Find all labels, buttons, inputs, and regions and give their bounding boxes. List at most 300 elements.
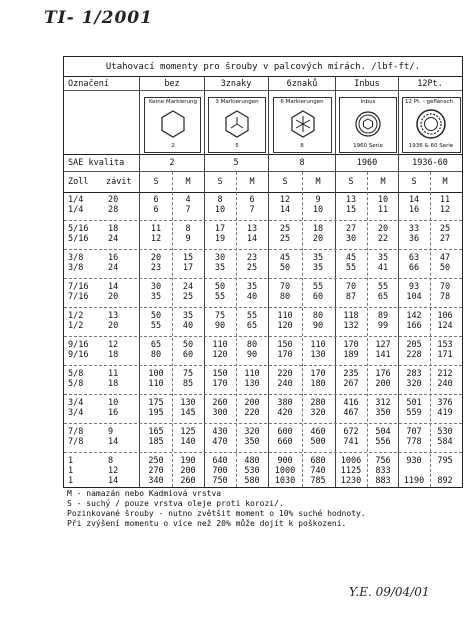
cell-torque: 30 xyxy=(214,253,226,263)
cell-torque: 640 xyxy=(212,456,228,466)
cell-torque: 104 xyxy=(406,292,422,302)
cell-torque: 883 xyxy=(375,476,391,486)
sae-value: 8 xyxy=(299,158,305,168)
cell-torque: 110 xyxy=(212,340,228,350)
cell-zoll: 7/16 xyxy=(68,292,89,302)
cell-torque: 50 xyxy=(214,282,226,292)
cell-torque: 30 xyxy=(345,234,357,244)
cell-torque: 50 xyxy=(279,263,291,273)
cell-torque: 460 xyxy=(310,427,326,437)
cell-torque: 189 xyxy=(343,350,359,360)
cell-zoll: 1/2 xyxy=(68,321,84,331)
cell-torque: 78 xyxy=(439,292,451,302)
cell-torque: 470 xyxy=(212,437,228,447)
divider xyxy=(64,192,462,193)
cell-torque: 27 xyxy=(439,234,451,244)
cell-zavit: 20 xyxy=(108,321,119,331)
cell-torque: 778 xyxy=(406,437,422,447)
cell-torque: 672 xyxy=(343,427,359,437)
cell-zoll: 7/8 xyxy=(68,437,84,447)
torque-table xyxy=(63,56,463,488)
cell-torque: 65 xyxy=(377,292,389,302)
header-col: Inbus xyxy=(354,79,380,89)
header-col: 12Pt. xyxy=(417,79,443,89)
cell-torque: 467 xyxy=(343,408,359,418)
cell-torque: 900 xyxy=(277,456,293,466)
group-divider xyxy=(64,249,462,250)
cell-torque: 120 xyxy=(277,321,293,331)
group-divider xyxy=(64,423,462,424)
cell-torque: 17 xyxy=(214,224,226,234)
cell-torque: 60 xyxy=(182,350,194,360)
sae-value: 1936-60 xyxy=(412,158,448,168)
sae-value: 2 xyxy=(169,158,175,168)
document-id: TI- 1/2001 xyxy=(44,8,153,28)
cell-torque: 55 xyxy=(345,263,357,273)
cell-torque: 89 xyxy=(377,311,389,321)
cell-torque: 707 xyxy=(406,427,422,437)
cell-torque: 13 xyxy=(246,224,258,234)
cell-torque: 200 xyxy=(375,379,391,389)
table-title: Utahovací momenty pro šrouby v palcových mírách. /lbf-ft/. xyxy=(105,62,421,72)
cell-torque: 25 xyxy=(182,292,194,302)
cell-torque: 9 xyxy=(185,234,191,244)
divider xyxy=(64,154,462,155)
cell-torque: 420 xyxy=(277,408,293,418)
cell-torque: 12 xyxy=(150,234,162,244)
cell-torque: 85 xyxy=(182,379,194,389)
cell-torque: 55 xyxy=(214,292,226,302)
header-col: 6znaků xyxy=(286,79,318,89)
cell-zavit: 14 xyxy=(108,476,119,486)
cell-torque: 150 xyxy=(212,369,228,379)
cell-torque: 110 xyxy=(310,340,326,350)
cell-torque: 300 xyxy=(212,408,228,418)
subheader-m: M xyxy=(315,177,321,187)
cell-torque: 90 xyxy=(312,321,324,331)
cell-torque: 14 xyxy=(408,195,420,205)
cell-torque: 504 xyxy=(375,427,391,437)
cell-torque: 140 xyxy=(180,437,196,447)
divider xyxy=(64,76,462,77)
twelve-point-icon xyxy=(415,108,447,140)
sae-value: 1960 xyxy=(356,158,378,168)
cell-zoll: 1 xyxy=(68,476,74,486)
group-divider xyxy=(64,220,462,221)
cell-torque: 153 xyxy=(437,340,453,350)
cell-torque: 1190 xyxy=(403,476,425,486)
cell-torque: 25 xyxy=(246,263,258,273)
cell-zoll: 3/8 xyxy=(68,263,84,273)
cell-torque: 22 xyxy=(377,234,389,244)
cell-torque: 170 xyxy=(343,340,359,350)
cell-torque: 10 xyxy=(377,195,389,205)
cell-torque: 50 xyxy=(150,311,162,321)
column-line xyxy=(335,76,336,487)
cell-torque: 416 xyxy=(343,398,359,408)
cell-torque: 65 xyxy=(150,340,162,350)
cell-torque: 7 xyxy=(249,205,255,215)
cell-torque: 283 xyxy=(406,369,422,379)
cell-torque: 55 xyxy=(312,282,324,292)
cell-torque: 80 xyxy=(150,350,162,360)
cell-torque: 90 xyxy=(214,321,226,331)
cell-torque: 36 xyxy=(408,234,420,244)
cell-zavit: 20 xyxy=(108,292,119,302)
cell-torque: 556 xyxy=(375,437,391,447)
cell-torque: 795 xyxy=(437,456,453,466)
hex-6-marks-icon xyxy=(288,109,318,139)
cell-torque: 17 xyxy=(182,263,194,273)
cell-zavit: 24 xyxy=(108,263,119,273)
cell-zoll: 1/4 xyxy=(68,205,84,215)
cell-torque: 60 xyxy=(312,292,324,302)
cell-zoll: 9/16 xyxy=(68,340,89,350)
note-line: Při zvýšení momentu o více než 20% může dojít k poškození. xyxy=(67,519,347,528)
cell-torque: 50 xyxy=(182,340,194,350)
cell-torque: 23 xyxy=(246,253,258,263)
subheader-s: S xyxy=(348,177,354,187)
cell-torque: 376 xyxy=(437,398,453,408)
cell-torque: 63 xyxy=(408,253,420,263)
group-divider xyxy=(64,278,462,279)
cell-torque: 70 xyxy=(439,282,451,292)
marking-label: 12 Pt. - geflansch xyxy=(405,99,454,105)
group-divider xyxy=(64,307,462,308)
marking-box xyxy=(144,97,201,153)
subheader-s: S xyxy=(153,177,159,187)
note-line: S - suchý / pouze vrstva oleje proti korozi/. xyxy=(67,499,284,508)
cell-torque: 13 xyxy=(345,195,357,205)
cell-torque: 12 xyxy=(439,205,451,215)
cell-zavit: 16 xyxy=(108,253,119,263)
cell-torque: 228 xyxy=(406,350,422,360)
cell-zoll: 3/4 xyxy=(68,398,84,408)
cell-torque: 50 xyxy=(439,263,451,273)
group-divider xyxy=(64,365,462,366)
cell-torque: 8 xyxy=(217,195,223,205)
cell-torque: 320 xyxy=(244,427,260,437)
cell-zavit: 11 xyxy=(108,369,119,379)
cell-torque: 80 xyxy=(246,340,258,350)
cell-torque: 124 xyxy=(437,321,453,331)
cell-zoll: 1 xyxy=(68,466,74,476)
cell-torque: 27 xyxy=(345,224,357,234)
cell-torque: 65 xyxy=(246,321,258,331)
marking-label: 3 Markierungen xyxy=(215,99,259,105)
cell-torque: 35 xyxy=(312,263,324,273)
cell-torque: 35 xyxy=(312,253,324,263)
group-divider xyxy=(64,336,462,337)
cell-torque: 93 xyxy=(408,282,420,292)
cell-zavit: 14 xyxy=(108,437,119,447)
cell-torque: 1230 xyxy=(340,476,362,486)
cell-torque: 35 xyxy=(377,253,389,263)
cell-torque: 70 xyxy=(279,282,291,292)
cell-torque: 6 xyxy=(153,205,159,215)
cell-torque: 6 xyxy=(249,195,255,205)
cell-torque: 10 xyxy=(214,205,226,215)
cell-torque: 930 xyxy=(406,456,422,466)
cell-torque: 18 xyxy=(312,224,324,234)
cell-zavit: 13 xyxy=(108,311,119,321)
cell-torque: 55 xyxy=(377,282,389,292)
cell-torque: 200 xyxy=(180,466,196,476)
cell-zavit: 28 xyxy=(108,205,119,215)
cell-torque: 750 xyxy=(212,476,228,486)
cell-zavit: 12 xyxy=(108,466,119,476)
subheader-s: S xyxy=(411,177,417,187)
cell-zoll: 3/4 xyxy=(68,408,84,418)
cell-torque: 132 xyxy=(343,321,359,331)
marking-box xyxy=(402,97,461,153)
cell-zoll: 9/16 xyxy=(68,350,89,360)
cell-torque: 15 xyxy=(345,205,357,215)
cell-zoll: 7/16 xyxy=(68,282,89,292)
cell-torque: 195 xyxy=(148,408,164,418)
cell-torque: 45 xyxy=(279,253,291,263)
divider xyxy=(64,90,462,91)
cell-torque: 47 xyxy=(439,253,451,263)
cell-torque: 175 xyxy=(148,398,164,408)
sae-label: SAE kvalita xyxy=(68,158,125,168)
cell-torque: 480 xyxy=(244,456,260,466)
cell-torque: 30 xyxy=(150,282,162,292)
subheader-m: M xyxy=(380,177,386,187)
cell-torque: 312 xyxy=(375,398,391,408)
group-divider xyxy=(64,394,462,395)
cell-torque: 19 xyxy=(214,234,226,244)
cell-torque: 14 xyxy=(279,205,291,215)
cell-torque: 166 xyxy=(406,321,422,331)
cell-torque: 11 xyxy=(150,224,162,234)
marking-grade: 8 xyxy=(300,143,304,149)
cell-torque: 20 xyxy=(150,253,162,263)
cell-torque: 240 xyxy=(437,379,453,389)
cell-torque: 350 xyxy=(244,437,260,447)
cell-torque: 35 xyxy=(150,292,162,302)
cell-torque: 11 xyxy=(439,195,451,205)
cell-torque: 130 xyxy=(180,398,196,408)
cell-torque: 270 xyxy=(148,466,164,476)
cell-torque: 20 xyxy=(377,224,389,234)
cell-torque: 267 xyxy=(343,379,359,389)
cell-torque: 559 xyxy=(406,408,422,418)
group-divider xyxy=(64,452,462,453)
cell-torque: 35 xyxy=(214,263,226,273)
cell-torque: 170 xyxy=(310,369,326,379)
cell-torque: 200 xyxy=(244,398,260,408)
cell-torque: 110 xyxy=(148,379,164,389)
hex-plain-icon xyxy=(158,109,188,139)
cell-torque: 250 xyxy=(148,456,164,466)
cell-torque: 110 xyxy=(277,311,293,321)
cell-torque: 40 xyxy=(182,321,194,331)
cell-torque: 220 xyxy=(277,369,293,379)
cell-torque: 55 xyxy=(150,321,162,331)
cell-zavit: 9 xyxy=(108,427,114,437)
cell-torque: 350 xyxy=(375,408,391,418)
cell-torque: 320 xyxy=(310,408,326,418)
cell-zoll: 1/4 xyxy=(68,195,84,205)
cell-torque: 176 xyxy=(375,369,391,379)
cell-torque: 756 xyxy=(375,456,391,466)
cell-torque: 580 xyxy=(244,476,260,486)
cell-zavit: 12 xyxy=(108,340,119,350)
cell-torque: 892 xyxy=(437,476,453,486)
cell-torque: 500 xyxy=(310,437,326,447)
cell-torque: 75 xyxy=(214,311,226,321)
cell-torque: 10 xyxy=(312,205,324,215)
cell-torque: 235 xyxy=(343,369,359,379)
notes xyxy=(67,489,366,529)
cell-torque: 4 xyxy=(185,195,191,205)
cell-torque: 20 xyxy=(312,234,324,244)
subheader-m: M xyxy=(249,177,255,187)
cell-torque: 118 xyxy=(343,311,359,321)
cell-torque: 185 xyxy=(148,437,164,447)
cell-torque: 430 xyxy=(212,427,228,437)
marking-label: Inbus xyxy=(360,99,376,105)
marking-grade: 1936 & 60 Serie xyxy=(408,143,454,149)
cell-torque: 70 xyxy=(345,282,357,292)
cell-torque: 700 xyxy=(212,466,228,476)
cell-torque: 125 xyxy=(180,427,196,437)
cell-torque: 24 xyxy=(182,282,194,292)
cell-torque: 380 xyxy=(277,398,293,408)
cell-torque: 141 xyxy=(375,350,391,360)
marking-box xyxy=(339,97,397,153)
cell-torque: 66 xyxy=(408,263,420,273)
subheader-m: M xyxy=(442,177,448,187)
cell-torque: 260 xyxy=(212,398,228,408)
cell-torque: 145 xyxy=(180,408,196,418)
cell-torque: 240 xyxy=(277,379,293,389)
cell-torque: 120 xyxy=(212,350,228,360)
cell-zavit: 8 xyxy=(108,456,114,466)
cell-torque: 280 xyxy=(310,398,326,408)
note-line: Pozinkované šrouby - nutno zvětšit moment o 10% suché hodnoty. xyxy=(67,509,366,518)
cell-torque: 741 xyxy=(343,437,359,447)
cell-torque: 75 xyxy=(182,369,194,379)
cell-torque: 16 xyxy=(408,205,420,215)
cell-zavit: 16 xyxy=(108,408,119,418)
cell-torque: 212 xyxy=(437,369,453,379)
cell-torque: 501 xyxy=(406,398,422,408)
socket-head-icon xyxy=(353,109,383,139)
column-line xyxy=(268,76,269,487)
cell-torque: 110 xyxy=(244,369,260,379)
cell-torque: 25 xyxy=(279,234,291,244)
cell-torque: 35 xyxy=(246,282,258,292)
cell-torque: 6 xyxy=(153,195,159,205)
cell-torque: 170 xyxy=(277,350,293,360)
cell-zoll: 5/8 xyxy=(68,379,84,389)
marking-grade: 5 xyxy=(235,143,239,149)
cell-zavit: 20 xyxy=(108,195,119,205)
cell-torque: 600 xyxy=(277,427,293,437)
cell-zavit: 14 xyxy=(108,282,119,292)
header-oznaceni: Označení xyxy=(68,79,109,89)
cell-zavit: 18 xyxy=(108,350,119,360)
cell-torque: 680 xyxy=(310,456,326,466)
cell-torque: 127 xyxy=(375,340,391,350)
subheader-zavit: závit xyxy=(106,177,132,187)
header-col: bez xyxy=(164,79,180,89)
cell-torque: 23 xyxy=(150,263,162,273)
cell-torque: 833 xyxy=(375,466,391,476)
column-line xyxy=(398,76,399,487)
cell-torque: 35 xyxy=(182,311,194,321)
cell-torque: 130 xyxy=(244,379,260,389)
cell-zavit: 24 xyxy=(108,234,119,244)
cell-zoll: 1 xyxy=(68,456,74,466)
cell-zoll: 1/2 xyxy=(68,311,84,321)
column-line xyxy=(204,76,205,487)
cell-torque: 170 xyxy=(212,379,228,389)
cell-torque: 530 xyxy=(244,466,260,476)
cell-zoll: 3/8 xyxy=(68,253,84,263)
cell-torque: 584 xyxy=(437,437,453,447)
cell-torque: 142 xyxy=(406,311,422,321)
note-line: M - namazán nebo Kadmiová vrstva xyxy=(67,489,222,498)
cell-torque: 171 xyxy=(437,350,453,360)
subheader-m: M xyxy=(185,177,191,187)
cell-torque: 100 xyxy=(148,369,164,379)
cell-torque: 11 xyxy=(377,205,389,215)
cell-torque: 14 xyxy=(246,234,258,244)
cell-zoll: 5/16 xyxy=(68,234,89,244)
subheader-s: S xyxy=(282,177,288,187)
cell-torque: 220 xyxy=(244,408,260,418)
subheader-zoll: Zoll xyxy=(68,177,89,187)
cell-torque: 150 xyxy=(277,340,293,350)
cell-torque: 55 xyxy=(246,311,258,321)
cell-torque: 190 xyxy=(180,456,196,466)
cell-torque: 205 xyxy=(406,340,422,350)
cell-torque: 25 xyxy=(439,224,451,234)
cell-torque: 785 xyxy=(310,476,326,486)
column-line xyxy=(139,76,140,487)
cell-zoll: 5/8 xyxy=(68,369,84,379)
cell-torque: 180 xyxy=(310,379,326,389)
cell-torque: 33 xyxy=(408,224,420,234)
cell-torque: 1006 xyxy=(340,456,362,466)
signature: Y.E. 09/04/01 xyxy=(349,585,430,599)
cell-zoll: 7/8 xyxy=(68,427,84,437)
header-col: 3znaky xyxy=(220,79,252,89)
sae-value: 5 xyxy=(233,158,239,168)
cell-torque: 106 xyxy=(437,311,453,321)
marking-label: 6 Markierungen xyxy=(280,99,324,105)
cell-torque: 130 xyxy=(310,350,326,360)
cell-torque: 419 xyxy=(437,408,453,418)
cell-torque: 530 xyxy=(437,427,453,437)
cell-torque: 15 xyxy=(182,253,194,263)
divider xyxy=(64,171,462,172)
cell-torque: 8 xyxy=(185,224,191,234)
cell-torque: 87 xyxy=(345,292,357,302)
cell-torque: 99 xyxy=(377,321,389,331)
cell-torque: 45 xyxy=(345,253,357,263)
cell-torque: 740 xyxy=(310,466,326,476)
cell-torque: 40 xyxy=(246,292,258,302)
cell-zavit: 18 xyxy=(108,224,119,234)
cell-torque: 1030 xyxy=(274,476,296,486)
cell-torque: 260 xyxy=(180,476,196,486)
hex-3-marks-icon xyxy=(222,109,252,139)
cell-torque: 80 xyxy=(312,311,324,321)
